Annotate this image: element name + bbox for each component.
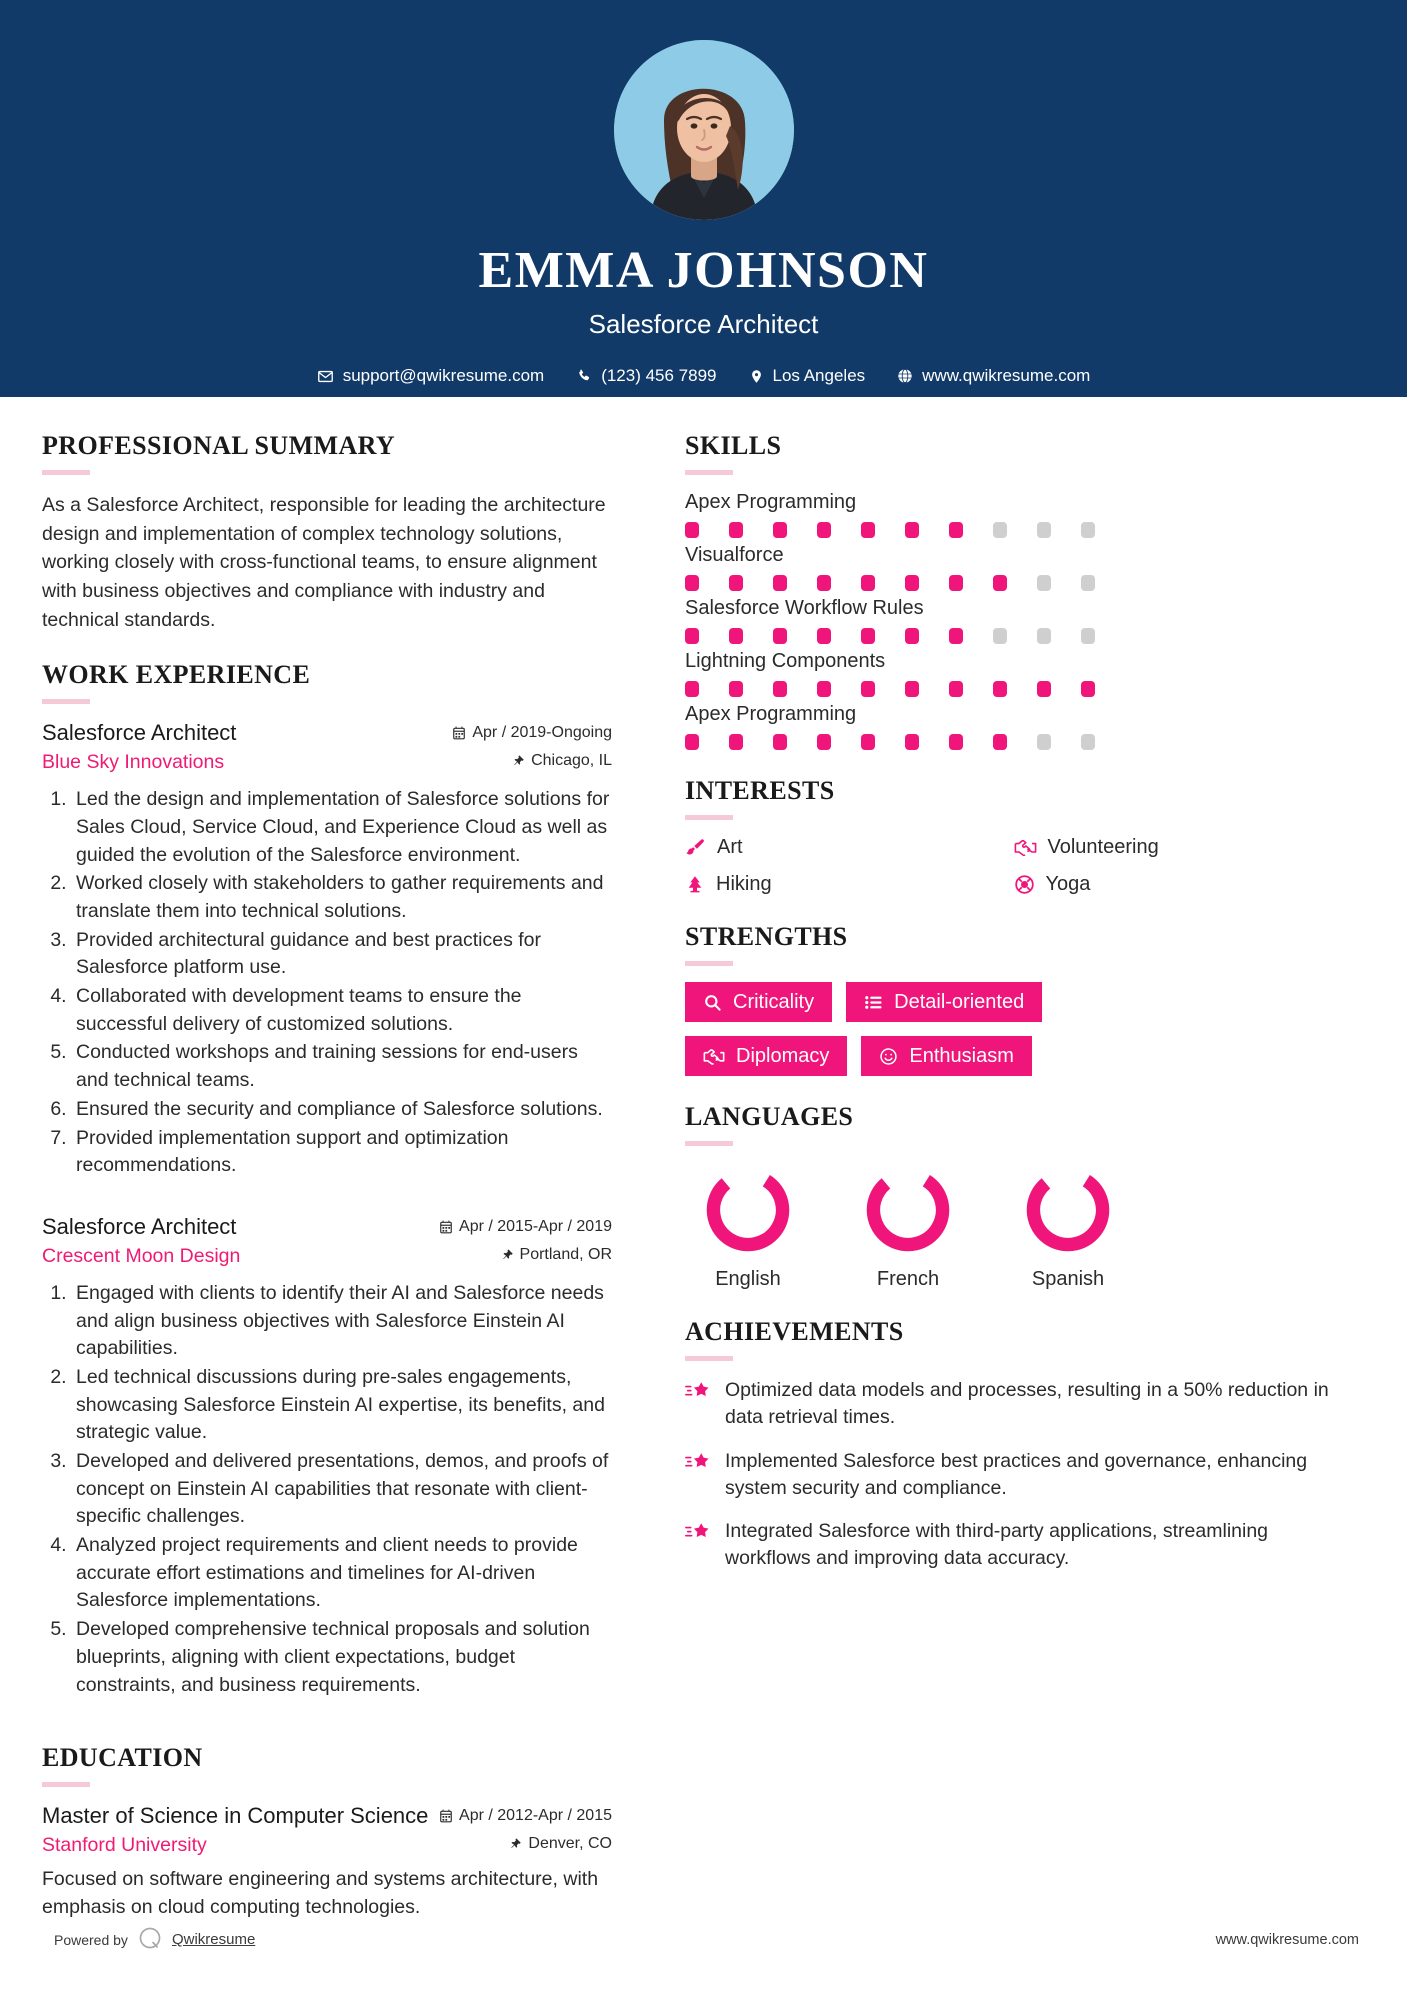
pin-icon	[513, 754, 525, 768]
skill-label: Apex Programming	[685, 703, 857, 725]
skill-label: Lightning Components	[685, 650, 886, 672]
smiley-icon	[879, 1047, 898, 1066]
interest-label: Art	[717, 836, 743, 858]
skill-dot	[905, 575, 919, 591]
skill-dot	[905, 734, 919, 750]
pin-icon	[502, 1248, 514, 1262]
interest-item	[1014, 836, 1343, 859]
section-heading-education: EDUCATION	[42, 1743, 203, 1773]
bullet: 4. Collaborated with development teams to ensure the successful delivery of customized solutions.	[72, 983, 612, 1038]
heading-rule	[42, 470, 90, 475]
calendar-icon	[439, 1220, 453, 1234]
skill-dot	[729, 628, 743, 644]
skill-dot	[905, 628, 919, 644]
section-professional-summary	[42, 431, 612, 634]
shooting-star-icon	[685, 1521, 711, 1550]
skill-dot	[1037, 734, 1051, 750]
work-organization: Crescent Moon Design	[42, 1244, 241, 1267]
achievement-item	[685, 1377, 1342, 1432]
page-title: EMMA JOHNSON	[478, 242, 929, 299]
strength-label: Diplomacy	[736, 1045, 830, 1067]
skill-dot	[773, 575, 787, 591]
skill-item	[685, 597, 1342, 644]
qwikresume-link[interactable]: Qwikresume	[171, 1931, 256, 1948]
work-location-value: Portland, OR	[519, 1245, 612, 1263]
heading-rule	[685, 815, 733, 820]
section-heading-skills: SKILLS	[685, 431, 782, 460]
section-heading-summary: PROFESSIONAL SUMMARY	[42, 431, 396, 460]
achievement-item	[685, 1518, 1342, 1573]
resume-header	[0, 0, 1407, 397]
contact-phone[interactable]	[560, 366, 732, 386]
work-dates-value: Apr / 2019-Ongoing	[472, 724, 612, 742]
lifebuoy-icon	[1014, 874, 1035, 895]
skill-dot	[949, 681, 963, 697]
bullet: 5. Developed comprehensive technical proposals and solution blueprints, aligning with client expectations, budget constraints, and business requirements.	[72, 1616, 612, 1699]
skill-dot	[773, 681, 787, 697]
skill-dot	[817, 734, 831, 750]
skill-dot	[817, 522, 831, 538]
strength-criticality[interactable]	[685, 982, 832, 1022]
bullet: 3. Developed and delivered presentations, demos, and proofs of concept on Einstein AI capabilities that resonate with client-specific challenges.	[72, 1448, 612, 1531]
skill-rating	[685, 575, 1342, 591]
skill-dot	[685, 522, 699, 538]
skill-dot	[817, 681, 831, 697]
education-dates-value: Apr / 2012-Apr / 2015	[459, 1807, 612, 1825]
heading-rule	[685, 961, 733, 966]
bullet: 3. Provided architectural guidance and best practices for Salesforce platform use.	[72, 927, 612, 982]
contact-bar	[301, 366, 1107, 386]
section-heading-languages: LANGUAGES	[685, 1102, 854, 1131]
skill-dot	[773, 734, 787, 750]
interest-label: Yoga	[1045, 873, 1091, 895]
achievement-text: Optimized data models and processes, resulting in a 50% reduction in data retrieval times.	[725, 1379, 1329, 1429]
summary-text: As a Salesforce Architect, responsible for leading the architecture design and implementation of complex technology solutions, working closely with cross-functional teams, to ensure alignment with business objectives and compliance with industry and technical standards.	[42, 494, 606, 631]
skill-item	[685, 491, 1342, 538]
skill-rating	[685, 681, 1342, 697]
location-pin-icon	[749, 368, 764, 385]
skill-dot	[1037, 522, 1051, 538]
education-degree: Master of Science in Computer Science	[42, 1803, 429, 1829]
section-heading-achievements: ACHIEVEMENTS	[685, 1317, 904, 1346]
skill-rating	[685, 522, 1342, 538]
envelope-icon	[317, 368, 334, 385]
skill-dot	[949, 575, 963, 591]
contact-website-value: www.qwikresume.com	[922, 366, 1091, 386]
interest-label: Hiking	[716, 873, 772, 895]
pin-icon	[510, 1837, 522, 1851]
powered-by	[54, 1925, 255, 1954]
section-achievements	[685, 1317, 1342, 1573]
skill-dot	[949, 628, 963, 644]
language-label: Spanish	[1031, 1268, 1105, 1290]
interest-label: Volunteering	[1047, 836, 1159, 858]
skill-dot	[1081, 734, 1095, 750]
heading-rule	[42, 699, 90, 704]
tree-icon	[685, 874, 705, 896]
skill-dot	[993, 734, 1007, 750]
skill-dot	[993, 522, 1007, 538]
skill-dot	[1037, 681, 1051, 697]
achievement-item	[685, 1448, 1342, 1503]
language-item	[845, 1162, 971, 1291]
heading-rule	[685, 470, 733, 475]
education-description: Focused on software engineering and systems architecture, with emphasis on cloud computing technologies.	[42, 1868, 599, 1919]
contact-location	[733, 366, 882, 386]
work-bullets	[42, 786, 612, 1180]
job-title: Salesforce Architect	[588, 309, 819, 340]
bullet: 1. Engaged with clients to identify their AI and Salesforce needs and align business objectives with Salesforce Einstein AI capabilities.	[72, 1280, 612, 1363]
skill-dot	[817, 628, 831, 644]
language-progress-ring	[1020, 1162, 1116, 1258]
strength-diplomacy[interactable]	[685, 1036, 847, 1076]
bullet: 5. Conducted workshops and training sessions for end-users and technical teams.	[72, 1039, 612, 1094]
magnifier-icon	[703, 993, 722, 1012]
bullet: 2. Led technical discussions during pre-sales engagements, showcasing Salesforce Einstein AI expertise, its benefits, and strategic value.	[72, 1364, 612, 1447]
achievement-text: Integrated Salesforce with third-party applications, streamlining workflows and improving data accuracy.	[725, 1520, 1269, 1570]
skill-dot	[1081, 628, 1095, 644]
qwikresume-logo-icon	[137, 1925, 163, 1954]
achievement-text: Implemented Salesforce best practices and governance, enhancing system security and compliance.	[725, 1449, 1308, 1499]
heading-rule	[685, 1141, 733, 1146]
education-location	[510, 1835, 612, 1853]
skill-dot	[729, 575, 743, 591]
shooting-star-icon	[685, 1451, 711, 1480]
section-skills	[685, 431, 1342, 750]
skill-rating	[685, 628, 1342, 644]
calendar-icon	[452, 726, 466, 740]
skill-dot	[1081, 681, 1095, 697]
paintbrush-icon	[685, 837, 706, 858]
work-location-value: Chicago, IL	[531, 752, 612, 770]
language-item	[1005, 1162, 1131, 1291]
work-title: Salesforce Architect	[42, 1213, 237, 1239]
left-column	[42, 397, 642, 1948]
skill-dot	[949, 522, 963, 538]
skill-dot	[993, 575, 1007, 591]
work-dates	[452, 724, 612, 742]
avatar	[614, 40, 794, 220]
section-languages	[685, 1102, 1342, 1291]
skill-dot	[993, 628, 1007, 644]
education-location-value: Denver, CO	[528, 1835, 612, 1853]
language-label: English	[715, 1268, 781, 1290]
strength-detail-oriented[interactable]	[846, 982, 1042, 1022]
skill-dot	[729, 522, 743, 538]
skill-dot	[685, 734, 699, 750]
work-dates-value: Apr / 2015-Apr / 2019	[459, 1217, 612, 1235]
work-location	[502, 1246, 612, 1264]
skill-label: Salesforce Workflow Rules	[685, 597, 924, 619]
interest-item	[685, 873, 1014, 896]
work-organization: Blue Sky Innovations	[42, 751, 225, 774]
skill-dot	[817, 575, 831, 591]
skill-dot	[1081, 522, 1095, 538]
bullet: 1. Led the design and implementation of Salesforce solutions for Sales Cloud, Service Cloud, and Experience Cloud as well as guided the evolution of the Salesforce environment.	[72, 786, 612, 869]
skill-dot	[861, 575, 875, 591]
work-entry	[42, 720, 612, 1180]
section-interests	[685, 776, 1342, 896]
heading-rule	[685, 1356, 733, 1361]
interest-item	[1014, 873, 1343, 896]
section-heading-work: WORK EXPERIENCE	[42, 660, 311, 690]
work-title: Salesforce Architect	[42, 720, 237, 746]
skill-dot	[729, 681, 743, 697]
language-progress-ring	[700, 1162, 796, 1258]
shooting-star-icon	[685, 1380, 711, 1409]
calendar-icon	[439, 1809, 453, 1823]
contact-website[interactable]	[881, 366, 1106, 386]
skill-dot	[1037, 575, 1051, 591]
skill-item	[685, 703, 1342, 750]
language-progress-ring	[860, 1162, 956, 1258]
skill-dot	[685, 681, 699, 697]
footer-url: www.qwikresume.com	[1215, 1931, 1359, 1948]
handshake-icon	[1014, 837, 1037, 858]
work-dates	[439, 1218, 612, 1236]
right-column	[642, 397, 1342, 1948]
skill-dot	[1037, 628, 1051, 644]
skill-dot	[949, 734, 963, 750]
skill-dot	[773, 628, 787, 644]
strength-label: Enthusiasm	[909, 1045, 1014, 1067]
bullet: 7. Provided implementation support and optimization recommendations.	[72, 1125, 612, 1180]
skill-dot	[861, 734, 875, 750]
section-work-experience	[42, 660, 612, 1699]
section-heading-strengths: STRENGTHS	[685, 922, 848, 951]
interest-item	[685, 836, 1014, 859]
contact-phone-value: (123) 456 7899	[601, 366, 717, 386]
work-location	[513, 752, 612, 770]
contact-email[interactable]	[301, 366, 561, 386]
phone-icon	[576, 368, 592, 384]
skill-dot	[861, 522, 875, 538]
handshake-icon	[703, 1047, 725, 1066]
section-strengths	[685, 922, 1342, 1076]
skill-dot	[729, 734, 743, 750]
strength-label: Detail-oriented	[894, 991, 1025, 1013]
skill-dot	[905, 522, 919, 538]
skill-rating	[685, 734, 1342, 750]
language-label: French	[876, 1268, 940, 1290]
skill-dot	[993, 681, 1007, 697]
resume-body	[0, 397, 1407, 1948]
education-entry	[42, 1803, 612, 1922]
bullet: 6. Ensured the security and compliance of Salesforce solutions.	[72, 1096, 612, 1124]
skill-dot	[685, 575, 699, 591]
skill-dot	[773, 522, 787, 538]
section-heading-interests: INTERESTS	[685, 776, 835, 805]
work-bullets	[42, 1280, 612, 1699]
skill-label: Apex Programming	[685, 491, 857, 513]
bullet: 4. Analyzed project requirements and client needs to provide accurate effort estimations and timelines for AI-driven Salesforce implementations.	[72, 1532, 612, 1615]
education-school: Stanford University	[42, 1834, 207, 1857]
skill-item	[685, 544, 1342, 591]
skill-label: Visualforce	[685, 544, 784, 566]
work-entry	[42, 1214, 612, 1699]
language-item	[685, 1162, 811, 1291]
skill-dot	[905, 681, 919, 697]
globe-icon	[897, 368, 913, 384]
page-footer	[0, 1925, 1407, 1954]
skill-dot	[1081, 575, 1095, 591]
list-icon	[864, 993, 883, 1012]
strength-label: Criticality	[733, 991, 815, 1013]
section-education	[42, 1743, 612, 1922]
strength-enthusiasm[interactable]	[861, 1036, 1032, 1076]
powered-by-label: Powered by	[54, 1931, 128, 1948]
skill-dot	[861, 628, 875, 644]
skill-dot	[685, 628, 699, 644]
skill-dot	[861, 681, 875, 697]
heading-rule	[42, 1782, 90, 1787]
skill-item	[685, 650, 1342, 697]
contact-email-value: support@qwikresume.com	[342, 366, 545, 386]
education-dates	[439, 1807, 612, 1825]
bullet: 2. Worked closely with stakeholders to gather requirements and translate them into technical solutions.	[72, 870, 612, 925]
contact-location-value: Los Angeles	[772, 366, 866, 386]
